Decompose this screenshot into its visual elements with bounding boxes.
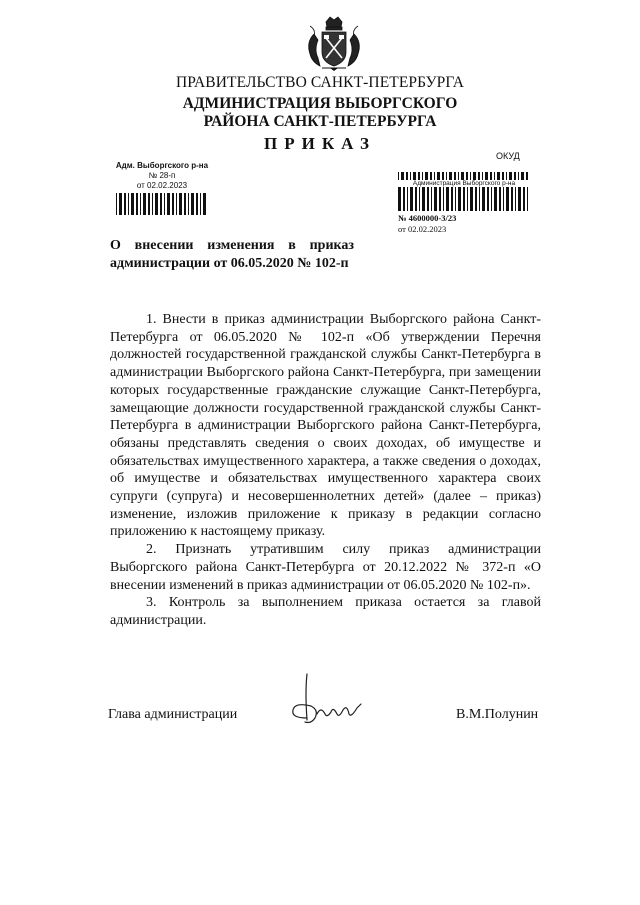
barcode-icon <box>398 172 530 180</box>
administration-title-line1: АДМИНИСТРАЦИЯ ВЫБОРГСКОГО <box>182 95 458 112</box>
subject-line: О внесении изменения в приказ <box>110 238 354 253</box>
okud-label: ОКУД <box>496 151 520 161</box>
signatory-name: В.М.Полунин <box>456 707 539 722</box>
subject-line: администрации от 06.05.2020 № 102-п <box>110 256 349 271</box>
registration-stamp-right <box>398 172 530 234</box>
government-title: ПРАВИТЕЛЬСТВО САНКТ-ПЕТЕРБУРГА <box>175 74 465 91</box>
order-subject <box>110 237 354 273</box>
stamp-date: от 02.02.2023 <box>136 181 188 190</box>
stamp-date: от 02.02.2023 <box>398 224 447 234</box>
handwritten-signature-icon <box>285 672 367 736</box>
stamp-number: № 4600000-3/23 <box>398 213 457 223</box>
barcode-icon <box>398 187 530 211</box>
stamp-label: Администрация Выборгского р-на <box>412 180 516 187</box>
order-body <box>110 311 541 630</box>
administration-title-line2: РАЙОНА САНКТ-ПЕТЕРБУРГА <box>203 113 437 130</box>
signatory-title: Глава администрации <box>108 707 238 722</box>
paragraph-1: 1. Внести в приказ администрации Выборгского района Санкт-Петербурга от 06.05.2020 № 102-п «Об утверждении Перечня должностей государственной гражданской службы Санкт-Петербурга в администрации Выборгского района Санкт-Петербурга, при замещении которых государственные гражданские служащие Санкт-Петербурга, замещающие должности государственной гражданской службы Санкт-Петербурга в администрации Выборгского района Санкт-Петербурга, обязаны представлять сведения о своих доходах, об имуществе и обязательствах имущественного характера, а также сведения о доходах, об имуществе и обязательствах имущественного характера своих супруги (супруга) и несовершеннолетних детей» (далее – приказ) изменение, изложив приложение к приказу в редакции согласно приложению к настоящему приказу. <box>110 312 541 540</box>
registration-stamp-left <box>112 161 212 215</box>
st-petersburg-coat-of-arms-icon <box>302 14 366 72</box>
paragraph-2: 2. Признать утратившим силу приказ администрации Выборгского района Санкт-Петербурга от 20.12.2022 № 372-п «О внесении изменений в приказ администрации от 06.05.2020 № 102-п». <box>110 542 541 593</box>
stamp-org: Адм. Выборгского р-на <box>115 161 209 170</box>
document-type: ПРИКАЗ <box>264 134 376 153</box>
paragraph-3: 3. Контроль за выполнением приказа остается за главой администрации. <box>110 595 541 628</box>
stamp-number: № 28-п <box>148 171 176 180</box>
barcode-icon <box>116 193 208 215</box>
